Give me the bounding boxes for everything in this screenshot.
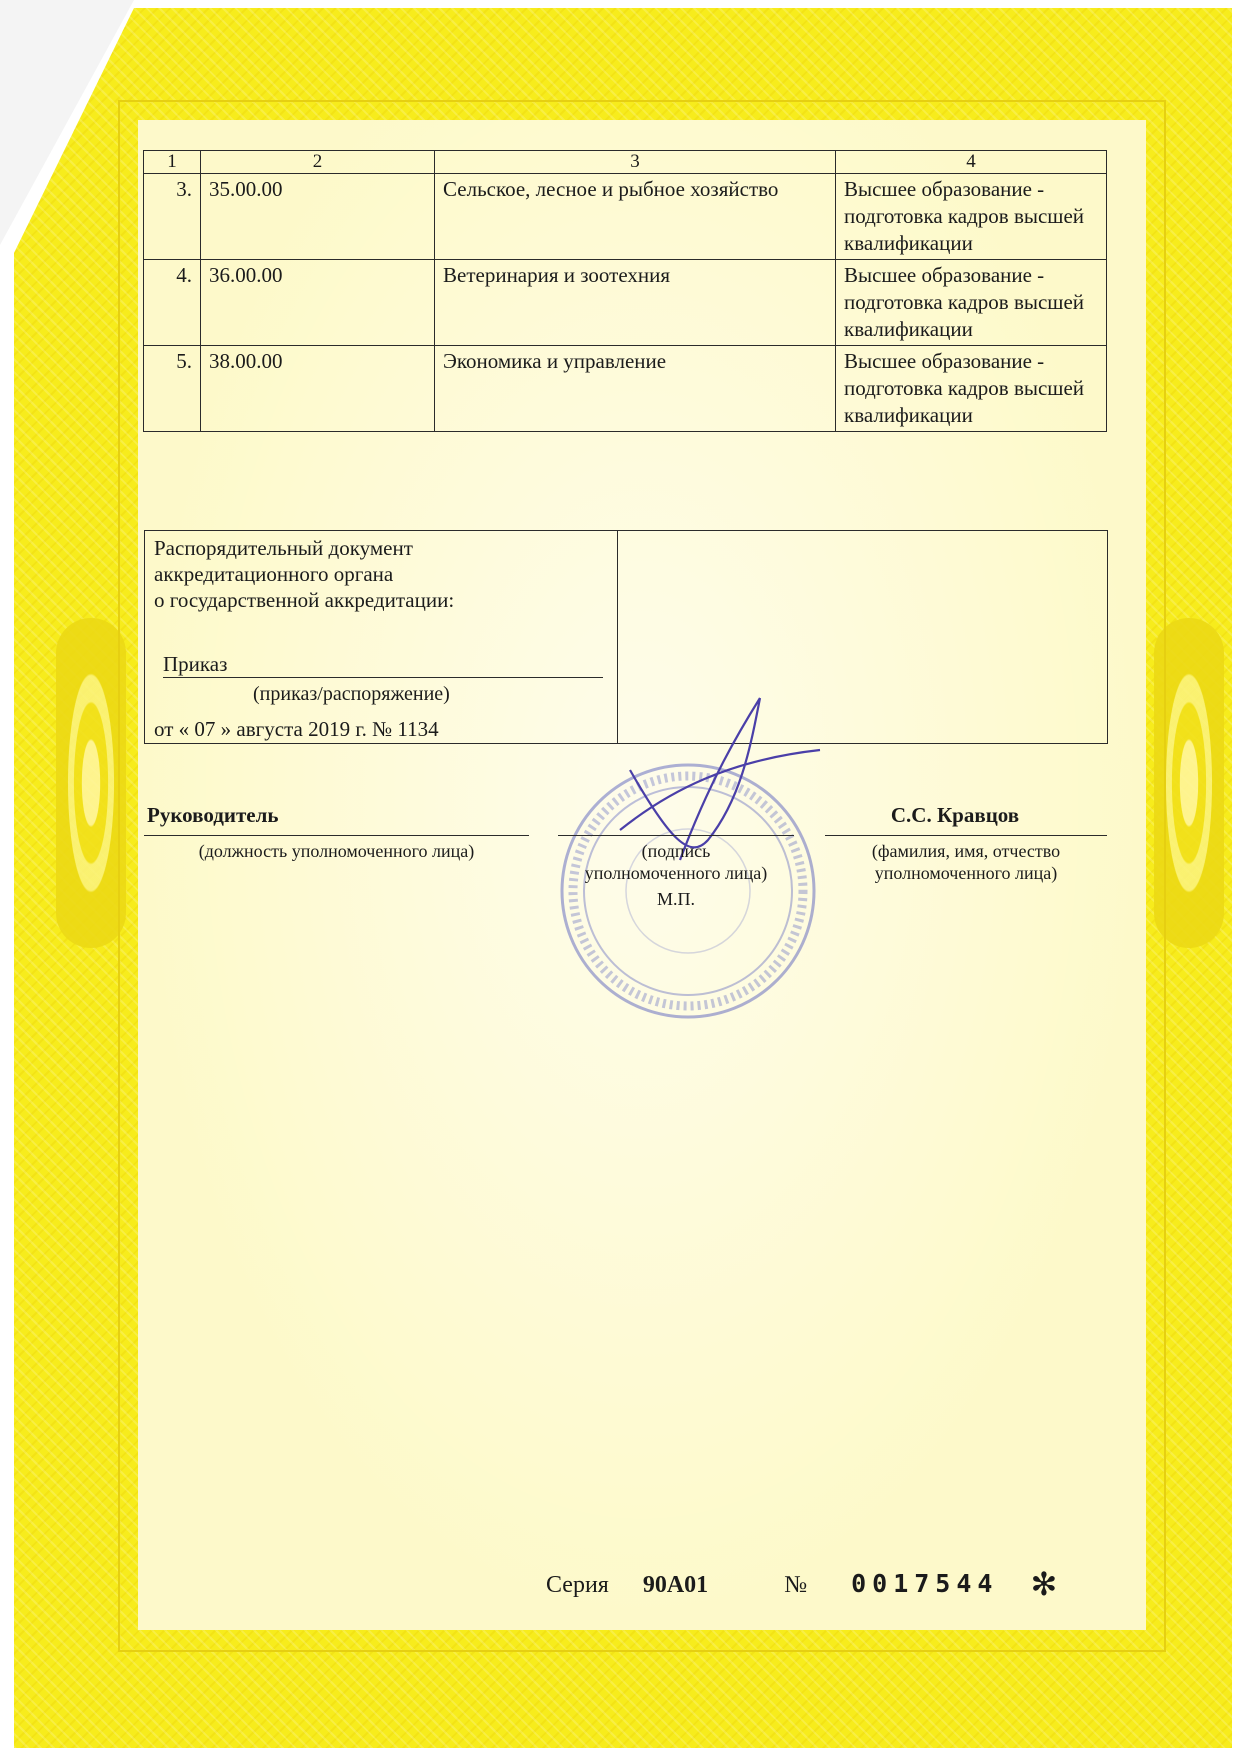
blank-number: 0017544 <box>851 1569 999 1598</box>
program-name: Ветеринария и зоотехния <box>435 260 836 346</box>
row-number: 3. <box>144 174 201 260</box>
seal-label: М.П. <box>656 889 695 909</box>
signature-caption-line: (подпись <box>641 841 711 861</box>
series-label: Серия <box>546 1572 609 1598</box>
number-label: № <box>784 1572 808 1598</box>
order-heading-line: о государственной аккредитации: <box>154 588 455 612</box>
signature-line <box>558 835 794 836</box>
table-header-cell: 4 <box>836 151 1107 174</box>
order-heading <box>154 535 604 613</box>
row-number: 5. <box>144 346 201 432</box>
program-name: Экономика и управление <box>435 346 836 432</box>
table-header-cell: 1 <box>144 151 201 174</box>
row-number: 4. <box>144 260 201 346</box>
program-code: 35.00.00 <box>201 174 435 260</box>
name-caption-line: (фамилия, имя, отчество <box>871 841 1061 861</box>
series-value: 90А01 <box>642 1572 709 1598</box>
program-code: 38.00.00 <box>201 346 435 432</box>
signature-caption <box>558 840 794 910</box>
education-level: Высшее образование - подготовка кадров высшей квалификации <box>836 346 1107 432</box>
signer-name: С.С. Кравцов <box>890 803 1020 827</box>
name-caption-line: уполномоченного лица) <box>874 863 1058 883</box>
position-caption: (должность уполномоченного лица) <box>198 841 475 861</box>
left-ornament <box>56 618 126 948</box>
position-line <box>144 835 529 836</box>
name-caption <box>825 840 1107 884</box>
table-row <box>144 260 1107 346</box>
table-header-row <box>144 151 1107 174</box>
program-name: Сельское, лесное и рыбное хозяйство <box>435 174 836 260</box>
blank-series-number <box>546 1565 1057 1603</box>
programs-table <box>143 150 1107 432</box>
education-level: Высшее образование - подготовка кадров высшей квалификации <box>836 174 1107 260</box>
order-date: от « 07 » августа 2019 г. № 1134 <box>154 717 439 741</box>
star-icon: ✻ <box>1030 1566 1058 1602</box>
table-header-cell: 3 <box>435 151 836 174</box>
order-heading-line: аккредитационного органа <box>154 562 394 586</box>
signature-caption-line: уполномоченного лица) <box>584 863 768 883</box>
order-kind: Приказ <box>163 651 603 678</box>
name-line <box>825 835 1107 836</box>
education-level: Высшее образование - подготовка кадров высшей квалификации <box>836 260 1107 346</box>
signer-position: Руководитель <box>147 803 279 827</box>
order-details <box>145 531 618 743</box>
program-code: 36.00.00 <box>201 260 435 346</box>
order-kind-caption: (приказ/распоряжение) <box>253 683 450 705</box>
folded-corner <box>0 0 134 245</box>
table-header-cell: 2 <box>201 151 435 174</box>
order-heading-line: Распорядительный документ <box>154 536 413 560</box>
table-row <box>144 174 1107 260</box>
table-row <box>144 346 1107 432</box>
